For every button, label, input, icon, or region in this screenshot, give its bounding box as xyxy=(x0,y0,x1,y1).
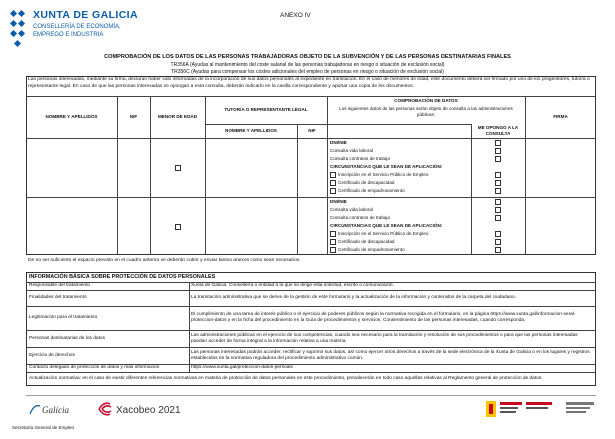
col-header-sign: FIRMA xyxy=(553,114,568,120)
col-header-nif: NIF xyxy=(129,114,138,120)
check-item: Certificado de discapacidad xyxy=(338,180,395,185)
check-item: Inscripción en el Servicio Público de Empleo xyxy=(338,172,429,177)
dp-value: El cumplimiento de una tarea de interés público o el ejercicio de poderes públicos según la normativa recogida en el formulario, en la página https://www.xunta.gal/informacion-xeral-proteccion-datos y en la ficha del procedimiento en la Guía de procedimientos y servicios. Consentimiento de las personas interesadas, cuando corresponda. xyxy=(191,312,576,323)
document-subtitle: TR356C (Ayudas para compensar los costes adicionales del empleo de personas en riesgo o situación de exclusión social) xyxy=(171,69,444,75)
oppose-checkbox[interactable] xyxy=(495,156,501,162)
oppose-checkbox[interactable] xyxy=(495,231,501,237)
check-item: DNI/NIE xyxy=(330,199,347,204)
document-title: COMPROBACIÓN DE LOS DATOS DE LAS PERSONAS TRABAJADORAS OBJETO DE LA SUBVENCIÓN Y DE LAS PERSONAS DESTINATARIAS FINALES xyxy=(104,54,511,60)
check-item: DNI/NIE xyxy=(330,140,347,145)
minor-checkbox[interactable] xyxy=(175,165,181,171)
check-item: Consulta vida laboral xyxy=(330,207,373,212)
circumstance-checkbox[interactable] xyxy=(330,231,336,237)
col-header-check: COMPROBACIÓN DE DATOS xyxy=(394,98,458,104)
circumstance-checkbox[interactable] xyxy=(330,239,336,245)
government-logo xyxy=(486,399,596,419)
dp-value: Las administraciones públicas en el ejercicio de sus competencias, cuando sea necesario para la tramitación y resolución de sus procedimientos o para que las personas interesadas puedan acceder de forma integral a la información relativa a una materia. xyxy=(191,332,578,344)
logo-subtitle: CONSELLERÍA DE ECONOMÍA, xyxy=(33,24,121,30)
circumstance-checkbox[interactable] xyxy=(330,247,336,253)
xacobeo-logo xyxy=(96,400,188,418)
oppose-checkbox[interactable] xyxy=(495,215,501,221)
dp-label: Contacto delegado de protección de datos y más información xyxy=(29,365,160,370)
oppose-checkbox[interactable] xyxy=(495,188,501,194)
table-divider xyxy=(189,282,190,372)
col-header-oppose: ME OPONGO A LA CONSULTA xyxy=(477,125,519,136)
dp-link[interactable]: https://www.xunta.gal/proteccion-datos-persoais xyxy=(191,365,293,370)
check-item: Consulta vida laboral xyxy=(330,148,373,153)
dp-label: Finalidades del tratamiento xyxy=(29,295,87,300)
check-item: CIRCUNSTANCIAS QUE LE SEAN DE APLICACIÓN: xyxy=(330,164,443,169)
col-header-tutor-name: NOMBRE Y APELLIDOS xyxy=(225,128,277,134)
dp-label: Legitimación para el tratamiento xyxy=(29,315,98,320)
xacobeo-logo-text: Xacobeo 2021 xyxy=(116,405,181,416)
check-item: CIRCUNSTANCIAS QUE LE SEAN DE APLICACIÓN: xyxy=(330,223,443,228)
check-item: Certificado de empadronamiento xyxy=(338,188,405,193)
galicia-logo xyxy=(28,401,76,417)
dp-value: Las personas interesadas podrán acceder, rectificar y suprimir sus datos, así como ejercer otros derechos a través de la sede electrónica de la Xunta de Galicia o en los lugares y registros establecidos en la normativa reguladora del procedimiento administrativo común. xyxy=(191,349,590,361)
table-divider xyxy=(26,138,596,139)
dp-label: Responsable del tratamiento xyxy=(29,283,91,288)
oppose-checkbox[interactable] xyxy=(495,247,501,253)
logo-subtitle: EMPREGO E INDUSTRIA xyxy=(33,32,104,38)
col-header-name: NOMBRE Y APELLIDOS xyxy=(45,114,98,120)
dp-label: Ejercicio de derechos xyxy=(29,352,75,358)
col-header-tutor-nif: NIF xyxy=(308,128,316,134)
annex-label: ANEXO IV xyxy=(280,12,311,19)
document-subtitle: TR356A (Ayudas al mantenimiento del coste salarial de las personas trabajadoras en riesgo o situación de exclusión social) xyxy=(170,62,445,68)
col-header-check-desc: Los siguientes datos de las personas serán objeto de consulta a las administraciones públicas: xyxy=(339,106,513,117)
table-divider xyxy=(297,124,298,255)
dp-value: Xunta de Galicia. Consellería o entidad a la que se dirige esta solicitud, escrito o comunicación. xyxy=(191,283,394,288)
data-protection-title: INFORMACIÓN BÁSICA SOBRE PROTECCIÓN DE DATOS PERSONALES xyxy=(29,274,216,280)
dp-label: Personas destinatarias de los datos xyxy=(29,335,105,341)
oppose-checkbox[interactable] xyxy=(495,140,501,146)
footer-divider xyxy=(26,395,596,396)
oppose-checkbox[interactable] xyxy=(495,239,501,245)
oppose-checkbox[interactable] xyxy=(495,199,501,205)
oppose-checkbox[interactable] xyxy=(495,148,501,154)
table-divider xyxy=(327,96,328,255)
table-divider xyxy=(26,197,596,198)
logo-title: XUNTA DE GALICIA xyxy=(33,9,138,21)
check-item: Certificado de empadronamiento xyxy=(338,247,405,252)
intro-text: Las personas interesadas, mediante su firma, declaran haber sido informadas de la incorporación de sus datos personales al expediente en tramitación. En el caso de menores de edad, este documento deberá ser firmado por uno de los progenitores, tutor/a o representante legal. En caso de que las personas interesadas se opongan a esta consulta, deberán indicarlo en la casilla correspondiente y aportar una copia de los documentos. xyxy=(28,77,590,89)
table-note: De no ser suficiente el espacio previsto en el cuadro anterior se deberán cubrir y enviar tantos anexos como sean necesarios. xyxy=(28,258,301,263)
circumstance-checkbox[interactable] xyxy=(330,188,336,194)
xunta-emblem-icon xyxy=(10,7,30,51)
oppose-checkbox[interactable] xyxy=(495,172,501,178)
footer-department: Secretaría General de Empleo xyxy=(12,425,75,430)
minor-checkbox[interactable] xyxy=(175,224,181,230)
table-divider xyxy=(471,124,472,255)
circumstance-checkbox[interactable] xyxy=(330,172,336,178)
col-header-tutor: TUTOR/A O REPRESENTANTE LEGAL xyxy=(224,107,308,113)
check-item: Consulta contratos de trabajo xyxy=(330,215,391,220)
check-item: Inscripción en el Servicio Público de Empleo xyxy=(338,231,429,236)
dp-regulation-note: Actualización normativa: en el caso de existir diferentes referencias normativas en materia de protección de datos personales en este procedimiento, prevalecerán en todo caso aquellas relativas al Reglamento general de protección de datos. xyxy=(29,376,543,381)
oppose-checkbox[interactable] xyxy=(495,207,501,213)
dp-value: La tramitación administrativa que se derive de la gestión de este formulario y la actualización de la información y contenidos de la carpeta del ciudadano. xyxy=(191,295,517,300)
check-item: Consulta contratos de trabajo xyxy=(330,156,391,161)
col-header-minor: MENOR DE EDAD xyxy=(157,114,198,120)
xunta-logo xyxy=(10,7,160,51)
check-item: Certificado de discapacidad xyxy=(338,239,395,244)
galicia-logo-text: Galicia xyxy=(42,405,69,415)
circumstance-checkbox[interactable] xyxy=(330,180,336,186)
oppose-checkbox[interactable] xyxy=(495,180,501,186)
